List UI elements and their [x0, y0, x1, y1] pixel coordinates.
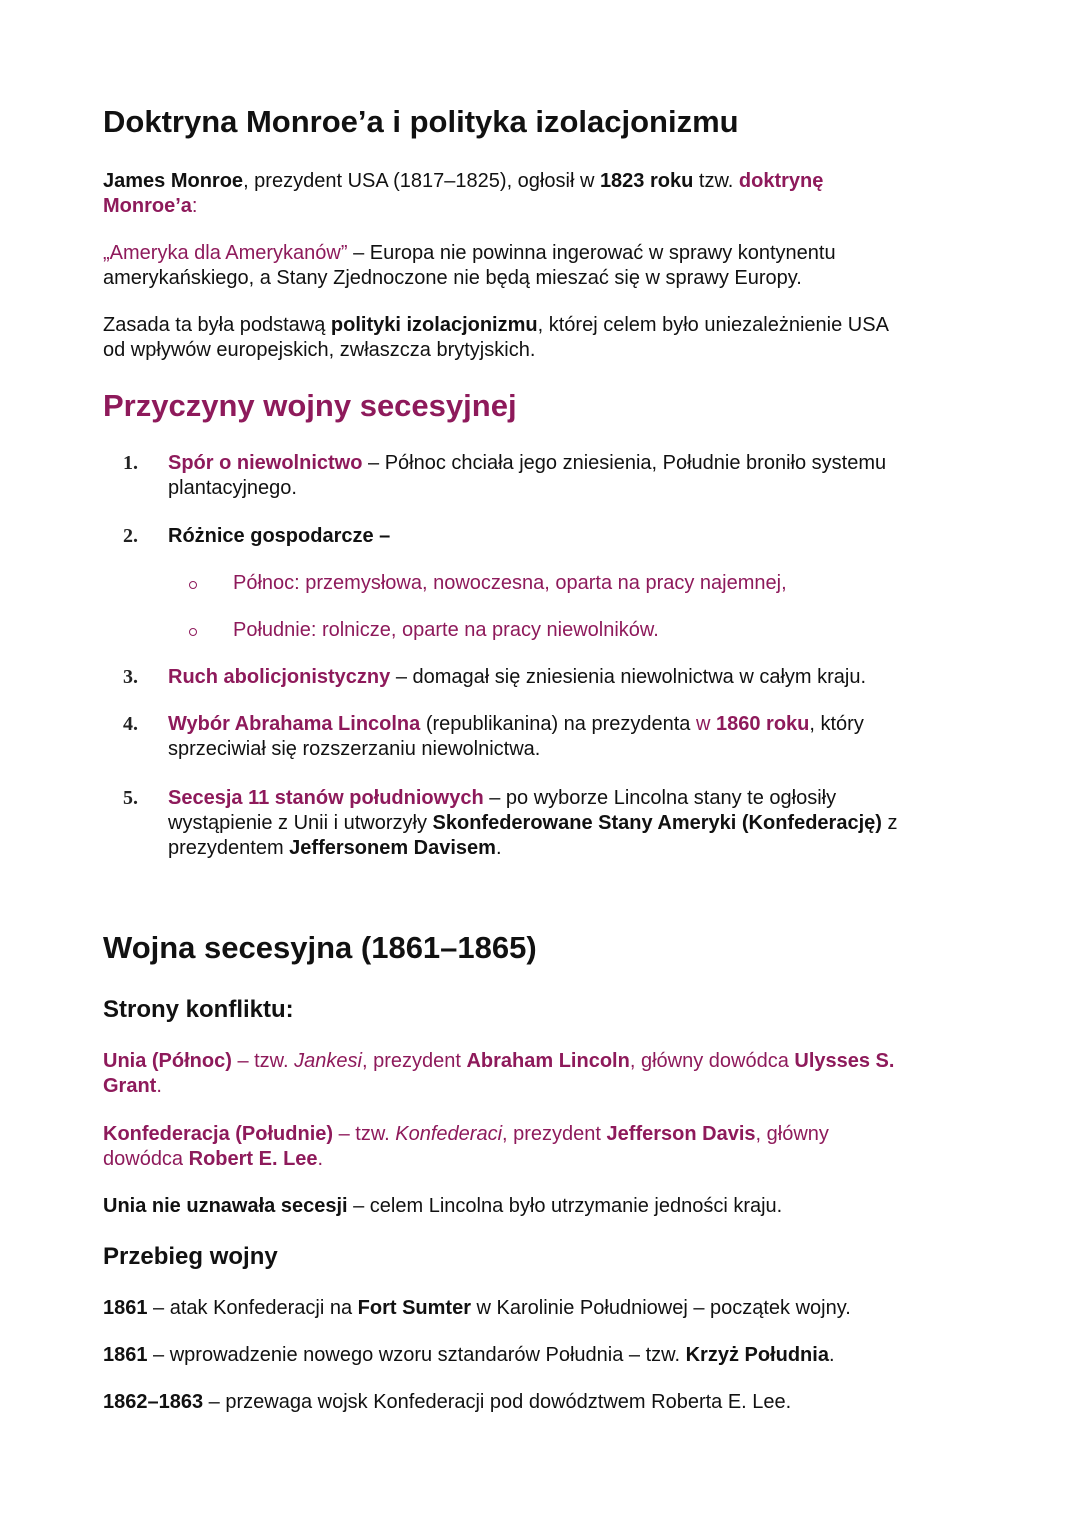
- heading-monroe-doctrine: Doktryna Monroe’a i polityka izolacjonizmu: [103, 104, 739, 139]
- timeline-event: 1861 – wprowadzenie nowego wzoru sztandarów Południa – tzw. Krzyż Południa.: [103, 1344, 835, 1366]
- circle-bullet-icon: [189, 581, 197, 589]
- timeline-event: 1861 – atak Konfederacji na Fort Sumter w Karolinie Południowej – początek wojny.: [103, 1297, 851, 1319]
- heading-civil-war: Wojna secesyjna (1861–1865): [103, 930, 537, 965]
- list-number: 5.: [123, 787, 138, 809]
- quote-text: „Ameryka dla Amerykanów”: [103, 242, 348, 264]
- paragraph-monroe-intro: James Monroe, prezydent USA (1817–1825), ogłosił w 1823 roku tzw. doktrynę Monroe’a:: [103, 170, 824, 217]
- list-number: 2.: [123, 525, 138, 547]
- heading-sides-of-conflict: Strony konfliktu:: [103, 996, 294, 1023]
- circle-bullet-icon: [189, 628, 197, 636]
- sub-list-item: Południe: rolnicze, oparte na pracy niewolników.: [233, 619, 659, 641]
- paragraph-union-non-recognition: Unia nie uznawała secesji – celem Lincolna było utrzymanie jedności kraju.: [103, 1195, 783, 1217]
- sub-list-item: Północ: przemysłowa, nowoczesna, oparta na pracy najemnej,: [233, 572, 787, 594]
- james-monroe-text: James Monroe: [103, 170, 244, 192]
- heading-course-of-war: Przebieg wojny: [103, 1243, 278, 1270]
- paragraph-america-for-americans: „Ameryka dla Amerykanów” – Europa nie powinna ingerować w sprawy kontynentu amerykańskiego, a Stany Zjednoczone nie będą mieszać się w sprawy Europy.: [103, 242, 836, 289]
- timeline-event: 1862–1863 – przewaga wojsk Konfederacji pod dowództwem Roberta E. Lee.: [103, 1391, 792, 1413]
- list-number: 1.: [123, 452, 138, 474]
- causes-list: 1. Spór o niewolnictwo – Północ chciała jego zniesienia, Południe broniło systemu plantacyjnego. 2. Różnice gospodarcze – Północ: przemysłowa, nowoczesna, oparta na pracy najemnej, Południe: rolnicze, oparte na pracy niewolników. 3. Ruch abolicjonistyczny – domagał się zniesienia niewolnictwa w całym kraju. 4. Wybór Abrahama Lincolna (republikanina) na prezydenta w 1860 roku, który sprzeciwiał się rozszerzaniu niewolnictwa. 5. Secesja 11 stanów południowych – po wyborze Lincolna stany te ogłosiły wystąpienie z Unii i utworzyły Skonfederowane Stany Ameryki (Konfederację) z prezydentem Jeffersonem Davisem.: [103, 451, 1003, 871]
- heading-causes-of-civil-war: Przyczyny wojny secesyjnej: [103, 388, 517, 423]
- list-number: 3.: [123, 666, 138, 688]
- paragraph-confederacy: Konfederacja (Południe) – tzw. Konfederaci, prezydent Jefferson Davis, główny dowódca Robert E. Lee.: [103, 1123, 829, 1170]
- paragraph-union: Unia (Północ) – tzw. Jankesi, prezydent Abraham Lincoln, główny dowódca Ulysses S. Grant.: [103, 1050, 895, 1097]
- paragraph-isolationism: Zasada ta była podstawą polityki izolacjonizmu, której celem było uniezależnienie USA od wpływów europejskich, zwłaszcza brytyjskich.: [103, 314, 889, 361]
- list-number: 4.: [123, 713, 138, 735]
